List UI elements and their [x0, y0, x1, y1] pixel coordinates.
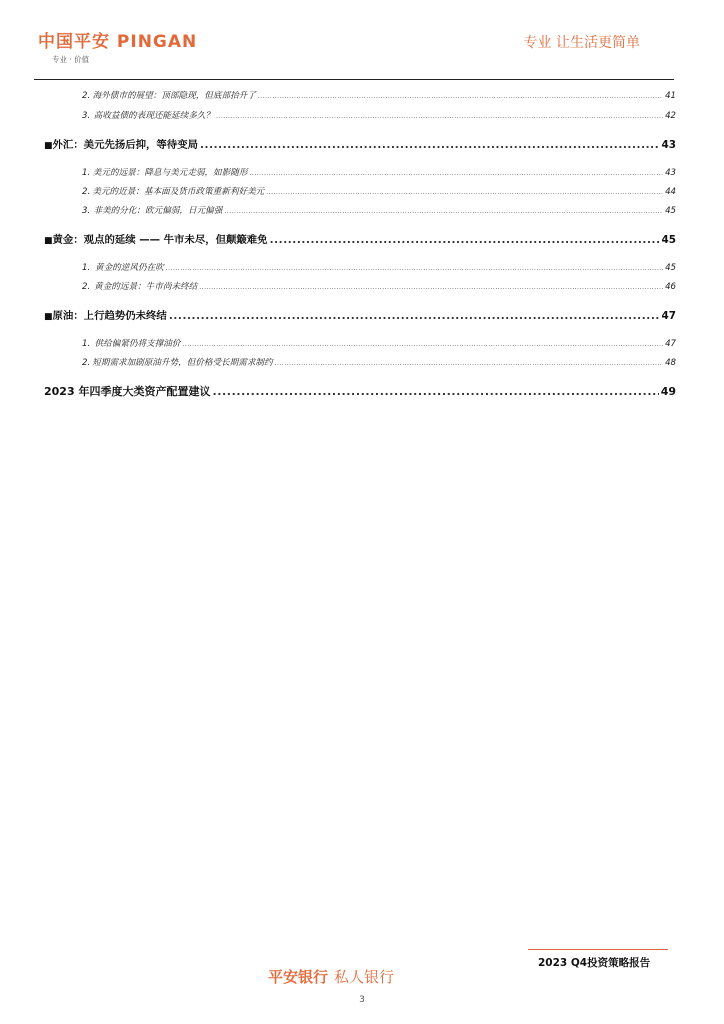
toc-entry-title: 非美的分化：欧元偏弱，日元偏强 [93, 206, 223, 216]
page-number: 3 [359, 995, 365, 1005]
page-header [0, 0, 724, 82]
toc-dot-leader [166, 263, 663, 275]
toc-dot-leader [270, 232, 660, 248]
toc-entry-oil-supply[interactable] [82, 338, 676, 350]
toc-entry-page: 47 [665, 339, 676, 349]
toc-dot-leader [275, 358, 663, 370]
toc-chapter-allocation[interactable] [44, 384, 676, 400]
section-bullet-icon: ■ [44, 236, 53, 246]
toc-dot-leader [250, 168, 664, 180]
footer-brand-private: 私人银行 [334, 968, 395, 986]
toc-section-oil[interactable] [44, 308, 676, 324]
toc-entry-page: 45 [665, 263, 676, 273]
toc-dot-leader [212, 384, 658, 400]
toc-section-page: 47 [661, 310, 676, 322]
header-divider [34, 79, 674, 80]
footer-brand-logo [268, 967, 394, 987]
toc-dot-leader [224, 206, 663, 218]
pingan-logo: 中国平安 PINGAN [38, 32, 198, 52]
toc-dot-leader [266, 187, 663, 199]
toc-entry-high-yield[interactable] [82, 110, 676, 122]
toc-dot-leader [258, 91, 663, 103]
toc-entry-number: 3. [82, 111, 91, 121]
toc-entry-number: 2. [82, 282, 91, 292]
toc-entry-gold-long-term[interactable] [82, 281, 676, 293]
toc-entry-title: 美元的远景：降息与美元走弱，如影随形 [92, 168, 248, 178]
footer-brand-name: 平安银行 [268, 968, 329, 986]
toc-entry-usd-near-term[interactable] [82, 186, 676, 198]
toc-section-fx[interactable] [44, 137, 676, 153]
toc-entry-page: 48 [665, 358, 676, 368]
toc-entry-title: 黄金的远景：牛市尚未终结 [94, 282, 198, 292]
toc-entry-number: 2. [82, 187, 91, 197]
toc-chapter-page: 49 [660, 385, 676, 398]
toc-entry-usd-long-term[interactable] [82, 167, 676, 179]
toc-entry-title: 美元的近景：基本面及货币政策重新利好美元 [92, 187, 265, 197]
toc-dot-leader [169, 308, 660, 324]
toc-entry-bond-outlook[interactable] [82, 90, 676, 102]
toc-entry-page: 43 [665, 168, 676, 178]
toc-section-page: 43 [661, 139, 676, 151]
toc-entry-non-usd[interactable] [82, 205, 676, 217]
toc-section-title: 外汇：美元先扬后抑，等待变局 [52, 139, 198, 151]
toc-entry-number: 1. [82, 339, 91, 349]
logo-tagline: 专业 · 价值 [52, 55, 90, 64]
toc-dot-leader [199, 282, 663, 294]
toc-entry-title: 海外债市的展望：顶部隐现，但底部抬升了 [92, 91, 256, 101]
footer-report-title: 2023 Q4投资策略报告 [538, 957, 651, 969]
toc-entry-number: 1. [82, 263, 91, 273]
toc-section-title: 原油：上行趋势仍未终结 [52, 310, 167, 322]
toc-dot-leader [200, 137, 660, 153]
toc-entry-title: 供给偏紧仍将支撑油价 [94, 339, 181, 349]
toc-section-page: 45 [661, 234, 676, 246]
toc-entry-number: 3. [82, 206, 91, 216]
toc-dot-leader [183, 339, 664, 351]
toc-entry-oil-demand[interactable] [82, 357, 676, 369]
footer-divider [528, 949, 668, 950]
toc-entry-number: 2. [82, 358, 91, 368]
header-slogan: 专业 让生活更简单 [523, 35, 640, 51]
toc-entry-page: 41 [665, 91, 676, 101]
toc-chapter-title: 2023 年四季度大类资产配置建议 [44, 385, 211, 398]
section-bullet-icon: ■ [44, 141, 53, 151]
toc-entry-title: 高收益债的表现还能延续多久？ [93, 111, 214, 121]
toc-entry-page: 46 [665, 282, 676, 292]
section-bullet-icon: ■ [44, 312, 53, 322]
toc-entry-page: 44 [665, 187, 676, 197]
toc-entry-page: 42 [665, 111, 676, 121]
toc-entry-number: 2. [82, 91, 91, 101]
toc-section-gold[interactable] [44, 232, 676, 248]
toc-entry-gold-headwind[interactable] [82, 262, 676, 274]
toc-entry-page: 45 [665, 206, 676, 216]
toc-dot-leader [216, 111, 663, 123]
toc-entry-title: 黄金的逆风仍在吹 [94, 263, 164, 273]
toc-entry-title: 短期需求加剧原油升势，但价格受长期需求制约 [92, 358, 273, 368]
toc-section-title: 黄金：观点的延续 —— 牛市未尽，但颠簸难免 [52, 234, 268, 246]
toc-entry-number: 1. [82, 168, 91, 178]
